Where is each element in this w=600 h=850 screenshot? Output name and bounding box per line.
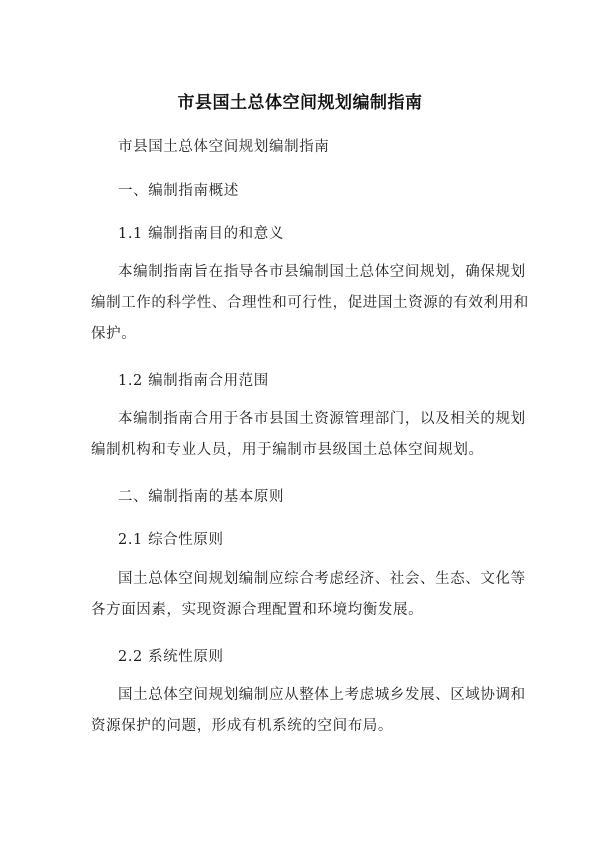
section-2-1-heading: 2.1 综合性原则 bbox=[118, 532, 224, 548]
section-1-2-paragraph bbox=[91, 404, 526, 466]
paragraph-line: 各方面因素，实现资源合理配置和环境均衡发展。 bbox=[91, 602, 424, 618]
section-2-2-heading: 2.2 系统性原则 bbox=[118, 649, 224, 665]
section-1-2-heading: 1.2 编制指南合用范围 bbox=[118, 373, 269, 389]
section-2-2-paragraph bbox=[91, 680, 526, 742]
document-title: 市县国土总体空间规划编制指南 bbox=[177, 93, 423, 113]
paragraph-line: 编制机构和专业人员，用于编制市县级国土总体空间规划。 bbox=[91, 442, 484, 458]
paragraph-line: 国土总体空间规划编制应综合考虑经济、社会、生态、文化等 bbox=[118, 571, 526, 587]
section-2-heading: 二、编制指南的基本原则 bbox=[118, 489, 285, 505]
paragraph-line: 本编制指南合用于各市县国土资源管理部门，以及相关的规划 bbox=[118, 411, 526, 427]
section-1-1-heading: 1.1 编制指南目的和意义 bbox=[118, 226, 284, 242]
section-1-1-paragraph bbox=[91, 257, 529, 350]
paragraph-line: 保护。 bbox=[91, 326, 137, 342]
paragraph-line: 编制工作的科学性、合理性和可行性，促进国土资源的有效利用和 bbox=[91, 295, 529, 311]
section-2-1-paragraph bbox=[91, 564, 526, 626]
paragraph-line: 资源保护的问题，形成有机系统的空间布局。 bbox=[91, 718, 393, 734]
paragraph-line: 本编制指南旨在指导各市县编制国土总体空间规划，确保规划 bbox=[118, 264, 526, 280]
paragraph-line: 国土总体空间规划编制应从整体上考虑城乡发展、区域协调和 bbox=[118, 687, 526, 703]
section-1-heading: 一、编制指南概述 bbox=[118, 183, 239, 199]
document-subtitle: 市县国土总体空间规划编制指南 bbox=[118, 139, 330, 155]
